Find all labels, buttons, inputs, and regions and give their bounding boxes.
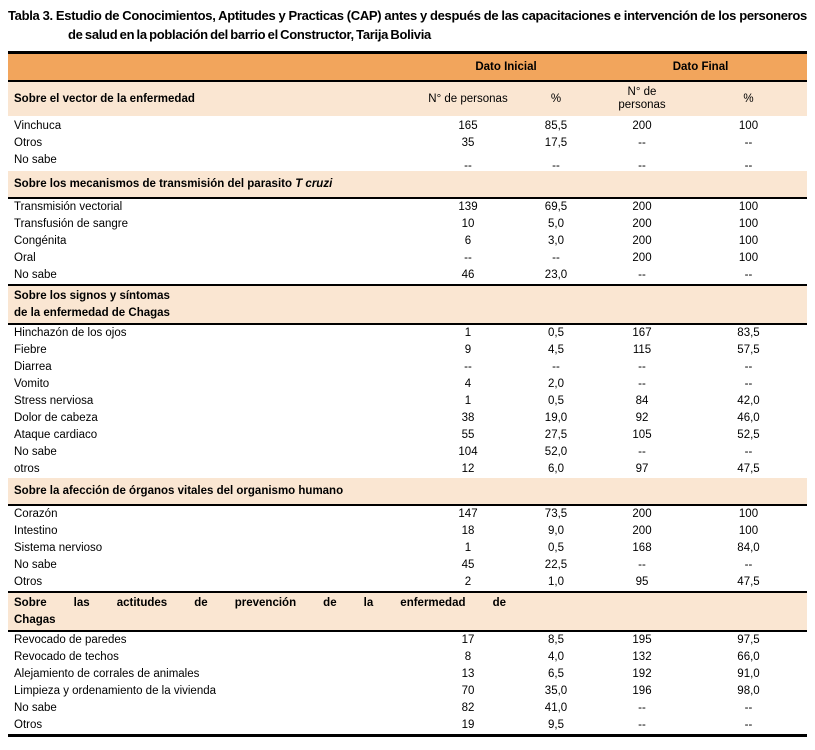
table-row [8, 267, 807, 284]
row-value: 92 [635, 412, 649, 424]
row-value: -- [552, 361, 560, 373]
table-row [8, 427, 807, 444]
section-header-band [8, 82, 807, 116]
row-value: 100 [738, 525, 759, 537]
table-bottom-rule [8, 734, 807, 737]
row-label: Otros [14, 137, 43, 149]
sections-container [8, 82, 807, 734]
row-value: 200 [632, 508, 652, 520]
row-value: 17,5 [544, 137, 568, 149]
column-header [594, 86, 690, 112]
table-row [8, 666, 807, 683]
row-value: 165 [458, 120, 478, 132]
table-row [8, 376, 807, 393]
row-value: 13 [461, 668, 475, 680]
row-label: Dolor de cabeza [14, 412, 98, 424]
table-row [8, 557, 807, 574]
row-value: 100 [738, 235, 759, 247]
row-value: -- [744, 378, 753, 390]
table-row [8, 574, 807, 591]
row-value: 100 [738, 252, 759, 264]
row-value: 195 [632, 634, 652, 646]
row-value: 139 [458, 201, 478, 213]
table-row [8, 216, 807, 233]
row-label: Vinchuca [14, 120, 62, 132]
row-value: 45 [461, 559, 475, 571]
row-label: Otros [14, 576, 43, 588]
row-value: 82 [461, 702, 475, 714]
table-row [8, 632, 807, 649]
row-value: -- [638, 137, 646, 149]
row-label: Otros [14, 719, 43, 731]
row-value: 3,0 [548, 235, 564, 247]
row-label: Stress nerviosa [14, 395, 94, 407]
section-title-italic: T cruzi [295, 177, 333, 190]
section-rows [8, 199, 807, 284]
row-label: Diarrea [14, 361, 52, 373]
row-label: Sistema nervioso [14, 542, 103, 554]
row-label: Fiebre [14, 344, 47, 356]
row-label: No sabe [14, 559, 57, 571]
row-value: -- [744, 269, 753, 281]
row-value: -- [638, 378, 646, 390]
section-header-band [8, 478, 807, 504]
table-row [8, 152, 807, 172]
row-value: -- [638, 160, 646, 172]
row-value: 47,5 [737, 463, 760, 475]
row-value: 18 [461, 525, 475, 537]
table-row [8, 250, 807, 267]
row-value: 192 [632, 668, 652, 680]
row-value: -- [744, 137, 753, 149]
row-value: -- [552, 252, 560, 264]
section-title-line: Sobre la afección de órganos vitales del organismo humano [14, 484, 344, 497]
row-value: 0,5 [548, 327, 564, 339]
section-title: Sobre el vector de la enfermedad [14, 93, 195, 105]
row-value: 27,5 [544, 429, 568, 441]
row-value: 84 [635, 395, 649, 407]
row-value: -- [638, 719, 646, 731]
row-value: 57,5 [737, 344, 760, 356]
row-value: 83,5 [737, 327, 760, 339]
row-value: 147 [458, 508, 478, 520]
row-value: 6 [464, 235, 472, 247]
row-value: -- [744, 160, 753, 172]
row-label: Corazón [14, 508, 58, 520]
row-label: No sabe [14, 154, 57, 166]
row-value: 52,0 [544, 446, 568, 458]
section-title-line: Sobre los signos y síntomas [14, 289, 170, 302]
table-row [8, 233, 807, 250]
row-value: 12 [461, 463, 475, 475]
table-row [8, 444, 807, 461]
row-value: -- [638, 269, 646, 281]
row-label: Intestino [14, 525, 58, 537]
row-value: -- [552, 160, 560, 172]
row-value: -- [638, 559, 646, 571]
row-value: 10 [461, 218, 475, 230]
table-row [8, 540, 807, 557]
row-value: 200 [632, 235, 652, 247]
row-value: 8 [464, 651, 472, 663]
table-row [8, 199, 807, 216]
row-value: 200 [632, 525, 652, 537]
section-header-band [8, 593, 807, 630]
row-value: 91,0 [737, 668, 760, 680]
row-label: Transfusión de sangre [14, 218, 129, 230]
row-value: 85,5 [544, 120, 568, 132]
row-value: 35 [461, 137, 475, 149]
row-label: Ataque cardiaco [14, 429, 98, 441]
section-title-line: Sobre los mecanismos de transmisión del parasito T cruzi [14, 177, 333, 190]
row-value: 196 [632, 685, 652, 697]
row-value: -- [464, 160, 472, 172]
row-value: 98,0 [737, 685, 760, 697]
row-value: 132 [632, 651, 652, 663]
row-value: 115 [632, 344, 652, 356]
row-value: 200 [632, 120, 652, 132]
section-title-line: de la enfermedad de Chagas [14, 306, 170, 319]
table-title [8, 6, 807, 44]
row-value: 1 [464, 327, 472, 339]
section-rows [8, 632, 807, 734]
row-value: -- [638, 361, 646, 373]
row-label: Limpieza y ordenamiento de la vivienda [14, 685, 217, 697]
row-label: No sabe [14, 446, 57, 458]
row-label: Vomito [14, 378, 50, 390]
row-value: 168 [632, 542, 652, 554]
row-value: 6,5 [548, 668, 564, 680]
row-value: 100 [738, 218, 759, 230]
row-label: Congénita [14, 235, 67, 247]
row-value: 100 [738, 508, 759, 520]
row-value: 0,5 [548, 395, 564, 407]
row-value: 4 [464, 378, 472, 390]
row-value: 6,0 [548, 463, 564, 475]
row-label: Hinchazón de los ojos [14, 327, 127, 339]
table-row [8, 700, 807, 717]
row-value: 17 [461, 634, 475, 646]
table-row [8, 683, 807, 700]
row-label: No sabe [14, 269, 57, 281]
row-value: 70 [461, 685, 475, 697]
table-row [8, 359, 807, 376]
column-header: % [550, 92, 562, 105]
row-value: 4,0 [548, 651, 564, 663]
row-value: 22,5 [544, 559, 568, 571]
row-value: 52,5 [737, 429, 760, 441]
row-value: 73,5 [544, 508, 568, 520]
row-value: 2,0 [548, 378, 564, 390]
row-value: 2 [464, 576, 472, 588]
row-value: 66,0 [737, 651, 760, 663]
column-header: % [743, 92, 754, 105]
section-rows [8, 506, 807, 591]
table-row [8, 649, 807, 666]
row-value: 38 [461, 412, 475, 424]
table-title-label: Tabla 3. [8, 8, 53, 23]
row-value: 69,5 [544, 201, 568, 213]
column-header: N° de personas [428, 92, 508, 105]
row-value: 1,0 [548, 576, 564, 588]
row-value: 0,5 [548, 542, 564, 554]
row-value: 9 [464, 344, 472, 356]
table-row [8, 523, 807, 540]
row-value: 104 [458, 446, 478, 458]
row-value: 97,5 [737, 634, 760, 646]
group-header-row [8, 54, 807, 80]
row-label: Revocado de techos [14, 651, 119, 663]
row-value: 47,5 [737, 576, 760, 588]
row-value: 46 [461, 269, 475, 281]
row-value: 4,5 [548, 344, 564, 356]
row-value: 41,0 [544, 702, 568, 714]
row-value: 23,0 [544, 269, 568, 281]
row-value: 46,0 [737, 412, 760, 424]
row-value: 100 [738, 201, 759, 213]
section-header-band [8, 286, 807, 323]
row-value: 105 [632, 429, 652, 441]
table-row [8, 135, 807, 152]
table-row [8, 342, 807, 359]
table-row [8, 393, 807, 410]
row-value: 84,0 [737, 542, 760, 554]
table-row [8, 461, 807, 478]
row-value: 1 [464, 542, 472, 554]
row-value: 167 [632, 327, 652, 339]
row-value: -- [464, 252, 472, 264]
table-row [8, 717, 807, 734]
row-label: Revocado de paredes [14, 634, 127, 646]
row-value: 42,0 [737, 395, 760, 407]
row-value: 55 [461, 429, 475, 441]
group-header-dato-final: Dato Final [672, 61, 729, 73]
section-title-line: Sobre las actitudes de prevención de la enfermedad de [14, 596, 506, 609]
row-value: 200 [632, 201, 652, 213]
row-value: 200 [632, 252, 652, 264]
row-value: 19,0 [544, 412, 568, 424]
table-row [8, 325, 807, 342]
table-title-text: Estudio de Conocimientos, Aptitudes y Practicas (CAP) antes y después de las capacitaciones e intervención de los personeros de salud en la población del barrio el Constructor, Tarija Bolivia [55, 8, 807, 42]
row-value: 8,5 [548, 634, 564, 646]
row-value: 9,5 [548, 719, 564, 731]
row-value: -- [744, 559, 753, 571]
row-value: -- [744, 719, 753, 731]
row-value: 5,0 [548, 218, 564, 230]
row-value: -- [744, 446, 753, 458]
row-label: Transmisión vectorial [14, 201, 123, 213]
row-value: 95 [635, 576, 649, 588]
row-value: -- [464, 361, 472, 373]
row-value: 100 [738, 120, 759, 132]
section-title-line: Chagas [14, 613, 56, 626]
row-value: 1 [464, 395, 472, 407]
table-row [8, 118, 807, 135]
row-label: No sabe [14, 702, 57, 714]
table-row [8, 506, 807, 523]
table-row [8, 410, 807, 427]
row-value: 200 [632, 218, 652, 230]
row-value: -- [638, 702, 646, 714]
group-header-dato-inicial: Dato Inicial [475, 61, 537, 73]
row-value: 9,0 [548, 525, 564, 537]
row-label: otros [14, 463, 40, 475]
section-rows [8, 325, 807, 478]
row-value: -- [744, 702, 753, 714]
cap-table [8, 51, 807, 737]
row-label: Oral [14, 252, 36, 264]
column-header-text: N° de personas [618, 86, 666, 111]
row-value: 35,0 [544, 685, 568, 697]
section-rows [8, 116, 807, 171]
row-value: 97 [635, 463, 649, 475]
row-value: 19 [461, 719, 475, 731]
row-label: Alejamiento de corrales de animales [14, 668, 200, 680]
row-value: -- [744, 361, 753, 373]
row-value: -- [638, 446, 646, 458]
